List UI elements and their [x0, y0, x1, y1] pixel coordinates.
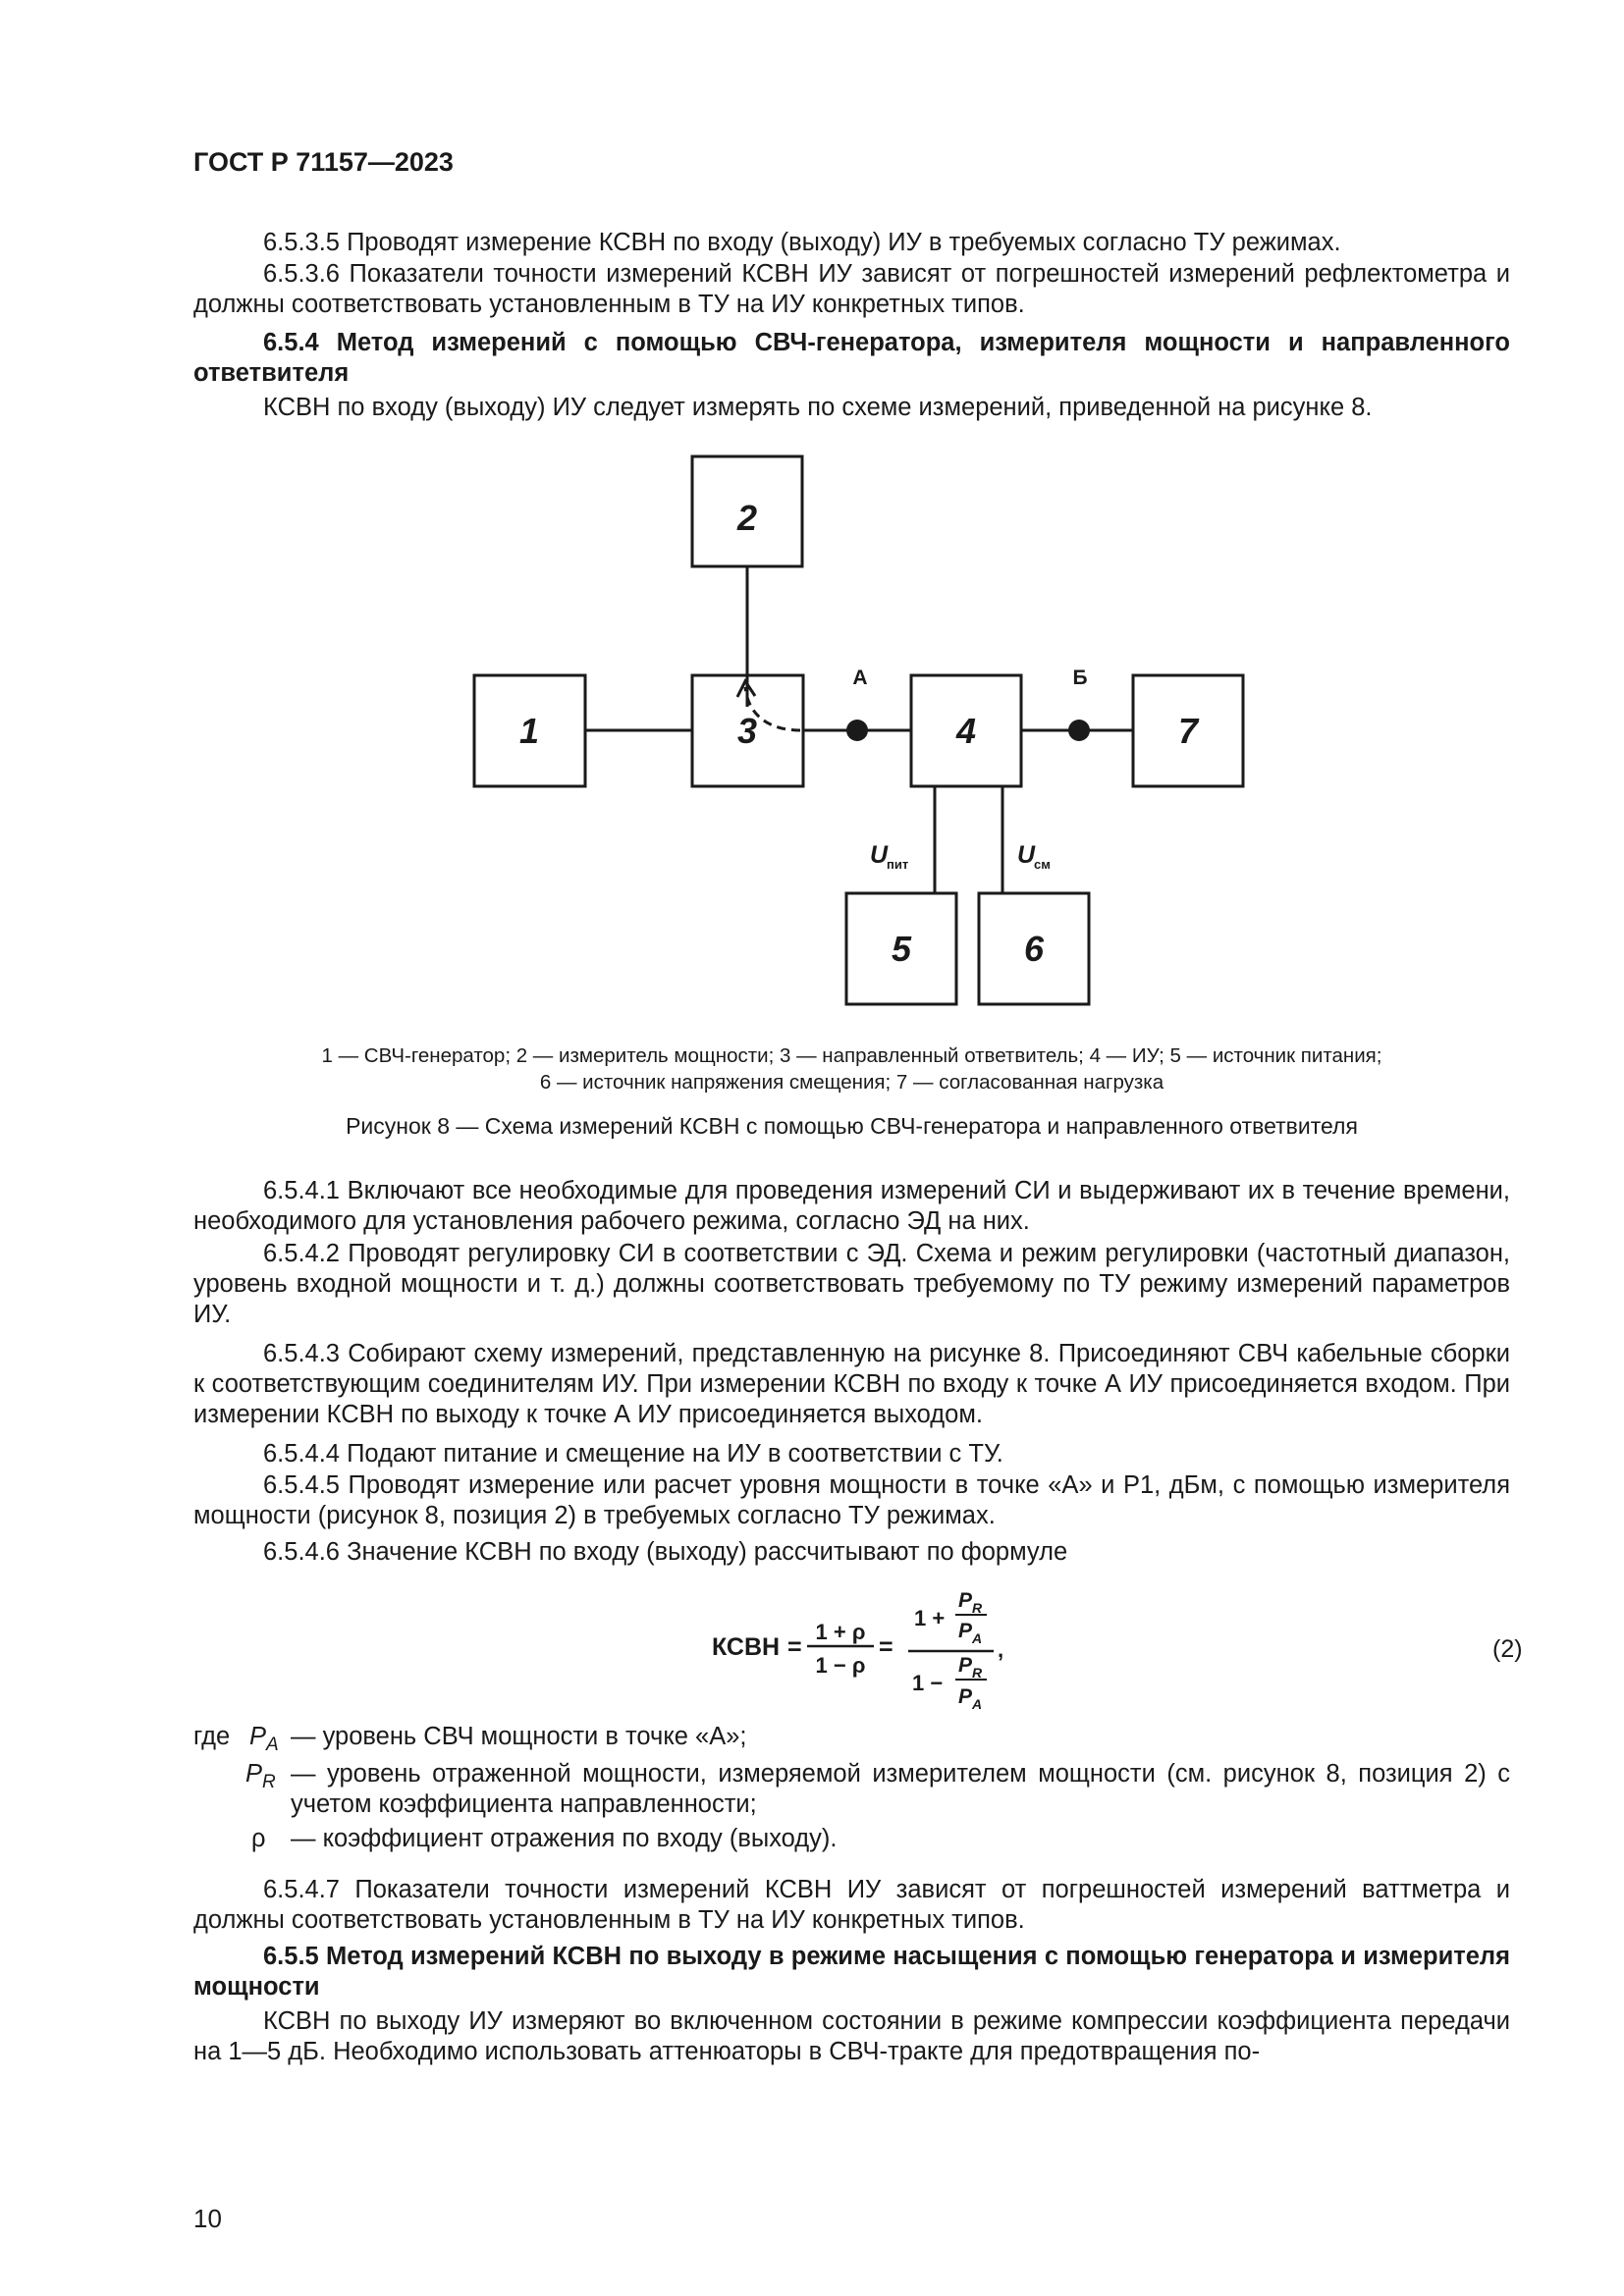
definition-pr-text-inner: — уровень отраженной мощности, измеряемой измерителем мощности (см. рисунок 8, позиция 2) с учетом коэффициента направленности; [291, 1760, 1510, 1818]
block-3-label: 3 [736, 711, 758, 751]
point-b-dot [1068, 720, 1090, 741]
formula-num2-prefix: 1 + [914, 1606, 946, 1630]
formula-den2-pa: P [958, 1685, 973, 1708]
formula-lhs: КСВН [712, 1633, 781, 1661]
paragraph-6542: 6.5.4.2 Проводят регулировку СИ в соответствии с ЭД. Схема и режим регулировки (частотный диапазон, уровень входной мощности и т. д.) должны соответствовать требуемому по ТУ режиму измерений параметров ИУ. [193, 1240, 1510, 1328]
formula-num2-pa: P [958, 1620, 973, 1642]
formula-number: (2) [1492, 1635, 1523, 1663]
paragraph-6535: 6.5.3.5 Проводят измерение КСВН по входу (выходу) ИУ в требуемых согласно ТУ режимах. [263, 229, 1341, 256]
section-heading-655: 6.5.5 Метод измерений КСВН по выходу в режиме насыщения с помощью генератора и измерителя мощности [193, 1943, 1510, 2001]
block-5-label: 5 [891, 929, 912, 969]
formula-den2-pr-sub: R [972, 1665, 983, 1681]
definition-pr-sub: R [262, 1772, 276, 1793]
formula-den2-pr: P [958, 1654, 973, 1677]
block-1-label: 1 [518, 711, 540, 751]
formula-num2-pa-sub: A [972, 1630, 983, 1646]
block-7-label: 7 [1177, 711, 1199, 751]
u-pit-symbol: U [870, 841, 889, 869]
definition-pr-text [291, 1759, 1510, 1820]
formula-eq-2: = [879, 1633, 893, 1661]
paragraph-6544: 6.5.4.4 Подают питание и смещение на ИУ в соответствии с ТУ. [263, 1440, 1003, 1468]
figure-legend-line-2: 6 — источник напряжения смещения; 7 — согласованная нагрузка [539, 1071, 1164, 1094]
u-sm-subscript: см [1034, 857, 1051, 872]
block-4-label: 4 [955, 711, 977, 751]
paragraph-6536: 6.5.3.6 Показатели точности измерений КСВН ИУ зависят от погрешностей измерений рефлектометра и должны соответствовать установленным в ТУ на ИУ конкретных типов. [193, 260, 1510, 318]
u-sm-symbol: U [1017, 841, 1036, 869]
formula-den2-pa-sub: A [972, 1696, 983, 1712]
definition-pa-sym: P [249, 1723, 267, 1750]
definition-rho-symbol: ρ [251, 1825, 266, 1852]
u-pit-subscript: пит [887, 857, 909, 872]
definition-rho-text: — коэффициент отражения по входу (выходу). [291, 1825, 838, 1852]
document-header: ГОСТ Р 71157—2023 [193, 147, 454, 177]
page-number: 10 [193, 2204, 222, 2233]
paragraph-654-intro: КСВН по входу (выходу) ИУ следует измерять по схеме измерений, приведенной на рисунке 8. [263, 394, 1373, 421]
definition-pa-text: — уровень СВЧ мощности в точке «А»; [291, 1723, 747, 1750]
block-6-label: 6 [1023, 929, 1045, 969]
formula-den1: 1 − ρ [815, 1653, 866, 1678]
formula-num2-pr: P [958, 1589, 973, 1612]
paragraph-6543: 6.5.4.3 Собирают схему измерений, представленную на рисунке 8. Присоединяют СВЧ кабельные сборки к соответствующим соединителям ИУ. При измерении КСВН по входу к точке А ИУ присоединяется входом. При измерении КСВН по выходу к точке А ИУ присоединяется выходом. [193, 1340, 1510, 1428]
formula-eq-1: = [787, 1633, 802, 1661]
paragraph-6545: 6.5.4.5 Проводят измерение или расчет уровня мощности в точке «А» и P1, дБм, с помощью измерителя мощности (рисунок 8, позиция 2) в требуемых согласно ТУ режимах. [193, 1471, 1510, 1529]
paragraph-655: КСВН по выходу ИУ измеряют во включенном состоянии в режиме компрессии коэффициента передачи на 1—5 дБ. Необходимо использовать аттенюаторы в СВЧ-тракте для предотвращения по- [193, 2007, 1510, 2065]
point-a-label: А [852, 667, 868, 689]
formula-num1: 1 + ρ [815, 1620, 866, 1644]
paragraph-6546: 6.5.4.6 Значение КСВН по входу (выходу) рассчитывают по формуле [263, 1538, 1068, 1566]
definition-pa-symbol [249, 1722, 279, 1760]
figure-legend-line-1: 1 — СВЧ-генератор; 2 — измеритель мощности; 3 — направленный ответвитель; 4 — ИУ; 5 — источник питания; [321, 1044, 1382, 1067]
measurement-scheme-diagram [0, 0, 1624, 1041]
figure-caption: Рисунок 8 — Схема измерений КСВН с помощью СВЧ-генератора и направленного ответвителя [346, 1113, 1358, 1139]
paragraph-6547: 6.5.4.7 Показатели точности измерений КСВН ИУ зависят от погрешностей измерений ваттметра и должны соответствовать установленным в ТУ на ИУ конкретных типов. [193, 1876, 1510, 1934]
section-heading-654: 6.5.4 Метод измерений с помощью СВЧ-генератора, измерителя мощности и направленного ответвителя [193, 329, 1510, 387]
definition-pr-sym: P [245, 1760, 263, 1788]
definitions-where: где [193, 1723, 231, 1750]
point-b-label: Б [1072, 667, 1088, 689]
definition-pa-sub: A [266, 1735, 279, 1756]
point-a-dot [846, 720, 868, 741]
formula-den2-prefix: 1 − [912, 1671, 944, 1695]
formula-comma: , [998, 1637, 1004, 1662]
formula-num2-pr-sub: R [972, 1600, 983, 1616]
definition-pr-symbol [245, 1759, 276, 1797]
paragraph-6541: 6.5.4.1 Включают все необходимые для проведения измерений СИ и выдерживают их в течение времени, необходимого для установления рабочего режима, согласно ЭД на них. [193, 1177, 1510, 1235]
block-2-label: 2 [736, 498, 758, 538]
